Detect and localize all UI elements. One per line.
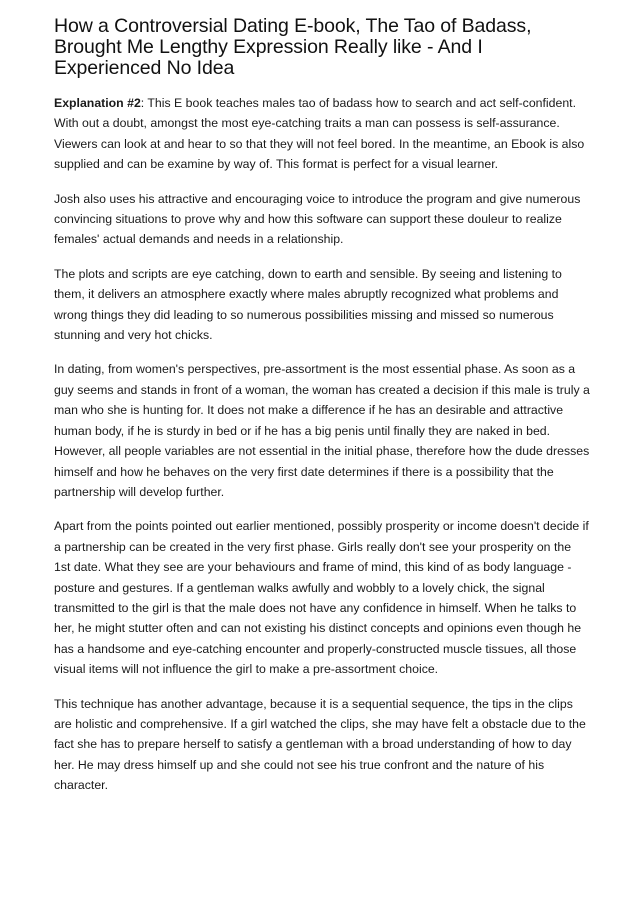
paragraph-plots: The plots and scripts are eye catching, down to earth and sensible. By seeing and listening to them, it delivers an atmosphere exactly where males abruptly recognized what problems and wrong things they did leading to so numerous possibilities missing and missed so numerous stunning and very hot chicks. [54,266,562,343]
paragraph-preselection: In dating, from women's perspectives, pre-assortment is the most essential phase. As soon as a guy seems and stands in front of a woman, the woman has created a decision if this male is truly a man who she is hunting for. It does not make a difference if he has an desirable and attractive human body, if he is sturdy in bed or if he has a big penis until finally they are naked in bed. However, all people variables are not essential in the initial phase, therefore how the dude dresses himself and how he behaves on the very first date determines if there is a possibility that the partnership will develop further. [54,362,590,499]
document-title: How a Controversial Dating E-book, The Tao of Badass, Brought Me Lengthy Expression Really like - And I Experienced No Idea [54,15,532,79]
explanation-label: Explanation #2 [54,96,141,110]
document-page [54,16,590,810]
paragraph-explanation [54,93,590,175]
paragraph-technique: This technique has another advantage, because it is a sequential sequence, the tips in the clips are holistic and comprehensive. If a girl watched the clips, she may have felt a obstacle due to the fact she has to prepare herself to satisfy a gentleman with a broad understanding of how to day her. He may dress himself up and she could not see his true confront and the nature of his character. [54,696,586,793]
explanation-text: : This E book teaches males tao of badass how to search and act self-confident. With out a doubt, amongst the most eye-catching traits a man can possess is self-assurance. Viewers can look at and hear to so that they will not feel bored. In the meantime, an Ebook is also supplied and can be examine by way of. This format is perfect for a visual learner. [54,96,585,172]
paragraph-prosperity: Apart from the points pointed out earlier mentioned, possibly prosperity or income doesn't decide if a partnership can be created in the very first phase. Girls really don't see your prosperity on the 1st date. What they see are your behaviours and frame of mind, this kind of as body language - posture and gestures. If a gentleman walks awfully and wobbly to a lovely chick, the signal transmitted to the girl is that the male does not have any confidence in himself. When he talks to her, he might stutter often and can not existing his distinct concepts and opinions even though he has a handsome and eye-catching encounter and properly-constructed muscle tissues, all those visual items will not influence the girl to make a pre-assortment choice. [54,519,589,677]
paragraph-voice: Josh also uses his attractive and encouraging voice to introduce the program and give numerous convincing situations to prove why and how this software can support these douleur to realize females' actual demands and needs in a relationship. [54,191,581,247]
